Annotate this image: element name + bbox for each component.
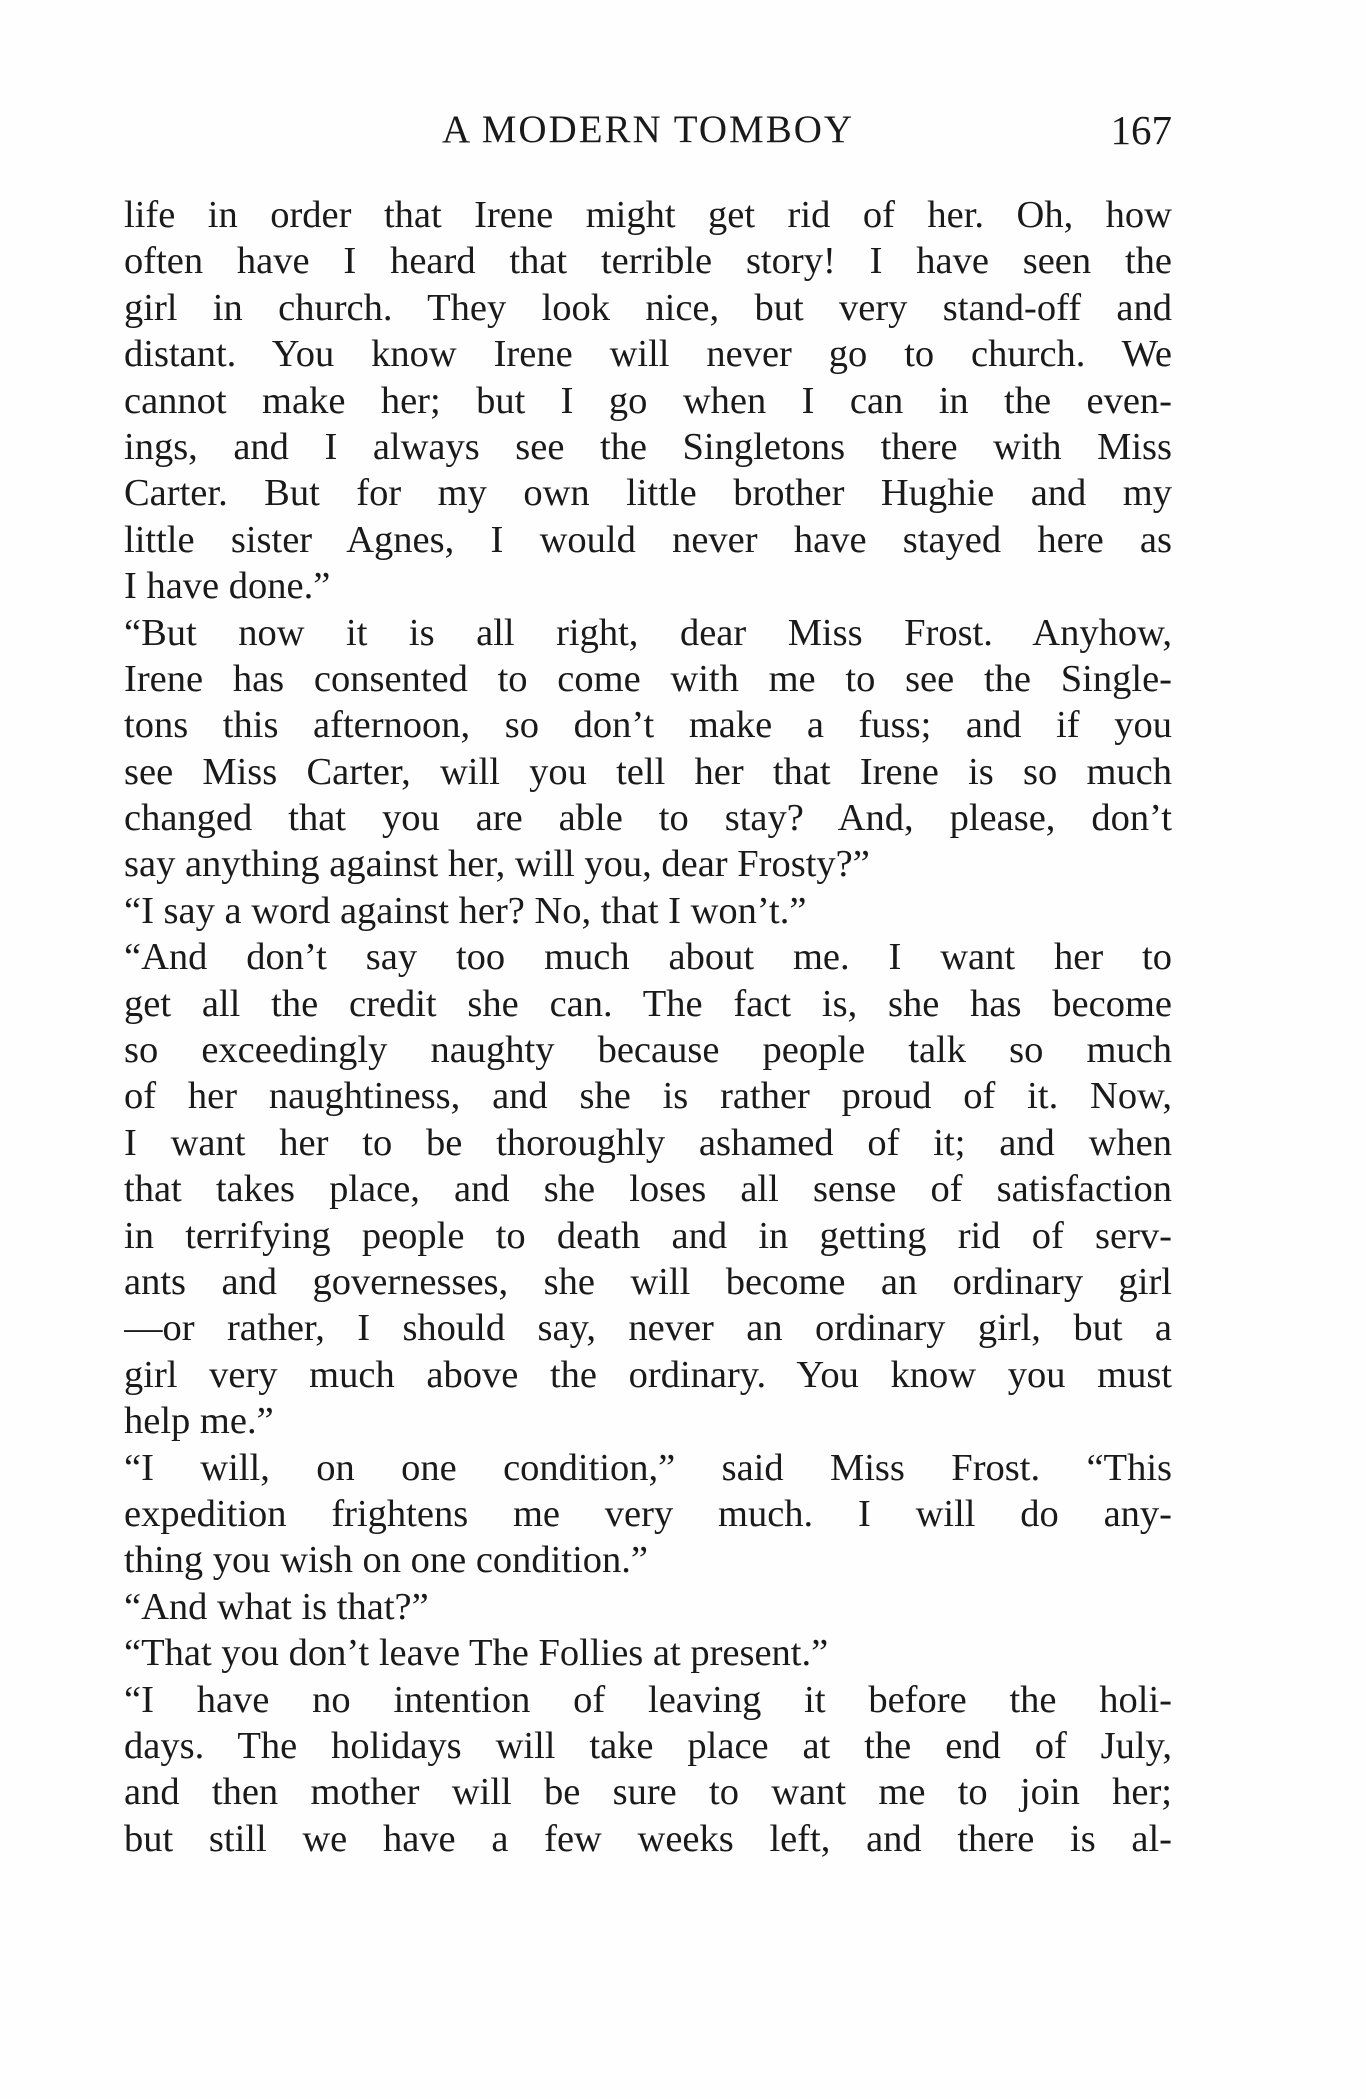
text-line: get all the credit she can. The fact is, she has become bbox=[124, 982, 1172, 1025]
text-line: girl in church. They look nice, but very stand-off and bbox=[124, 286, 1172, 329]
text-line: ings, and I always see the Singletons there with Miss bbox=[124, 425, 1172, 468]
text-line: I have done.” bbox=[124, 565, 331, 608]
text-line: so exceedingly naughty because people talk so much bbox=[124, 1029, 1172, 1072]
text-line: in terrifying people to death and in getting rid of serv- bbox=[124, 1214, 1172, 1257]
text-line: “And what is that?” bbox=[124, 1585, 429, 1628]
text-line: thing you wish on one condition.” bbox=[124, 1539, 648, 1582]
text-line: “That you don’t leave The Follies at present.” bbox=[124, 1632, 829, 1675]
text-line: say anything against her, will you, dear Frosty?” bbox=[124, 843, 870, 886]
text-line: see Miss Carter, will you tell her that Irene is so much bbox=[124, 750, 1172, 793]
text-line: tons this afternoon, so don’t make a fuss; and if you bbox=[124, 704, 1172, 747]
text-line: distant. You know Irene will never go to church. We bbox=[124, 333, 1172, 376]
text-line: often have I heard that terrible story! I have seen the bbox=[124, 240, 1172, 283]
page-header bbox=[124, 100, 1172, 160]
text-line: “I will, on one condition,” said Miss Frost. “This bbox=[124, 1446, 1172, 1489]
text-line: “I say a word against her? No, that I won’t.” bbox=[124, 889, 807, 932]
text-line: —or rather, I should say, never an ordinary girl, but a bbox=[124, 1307, 1172, 1350]
text-line: “I have no intention of leaving it before the holi- bbox=[124, 1678, 1172, 1721]
text-line: days. The holidays will take place at the end of July, bbox=[124, 1724, 1172, 1767]
text-line: Carter. But for my own little brother Hughie and my bbox=[124, 472, 1172, 515]
text-line: Irene has consented to come with me to see the Single- bbox=[124, 657, 1172, 700]
text-line: changed that you are able to stay? And, please, don’t bbox=[124, 797, 1172, 840]
text-line: expedition frightens me very much. I will do any- bbox=[124, 1492, 1172, 1535]
text-line: girl very much above the ordinary. You know you must bbox=[124, 1353, 1172, 1396]
text-line: life in order that Irene might get rid of her. Oh, how bbox=[124, 194, 1172, 236]
text-line: ants and governesses, she will become an ordinary girl bbox=[124, 1260, 1172, 1303]
text-line: and then mother will be sure to want me to join her; bbox=[124, 1771, 1172, 1814]
body-text bbox=[124, 192, 1172, 1862]
text-line: help me.” bbox=[124, 1400, 274, 1443]
text-line: of her naughtiness, and she is rather proud of it. Now, bbox=[124, 1075, 1172, 1118]
text-line: that takes place, and she loses all sense of satisfaction bbox=[124, 1168, 1172, 1211]
text-line: I want her to be thoroughly ashamed of it; and when bbox=[124, 1121, 1172, 1164]
page-number: 167 bbox=[1110, 107, 1172, 153]
text-line: “But now it is all right, dear Miss Frost. Anyhow, bbox=[124, 611, 1172, 654]
text-line: little sister Agnes, I would never have stayed here as bbox=[124, 518, 1172, 561]
running-title: A MODERN TOMBOY bbox=[441, 108, 855, 151]
text-line: “And don’t say too much about me. I want her to bbox=[124, 936, 1172, 979]
text-line: cannot make her; but I go when I can in the even- bbox=[124, 379, 1172, 422]
text-line: but still we have a few weeks left, and there is al- bbox=[124, 1817, 1172, 1860]
